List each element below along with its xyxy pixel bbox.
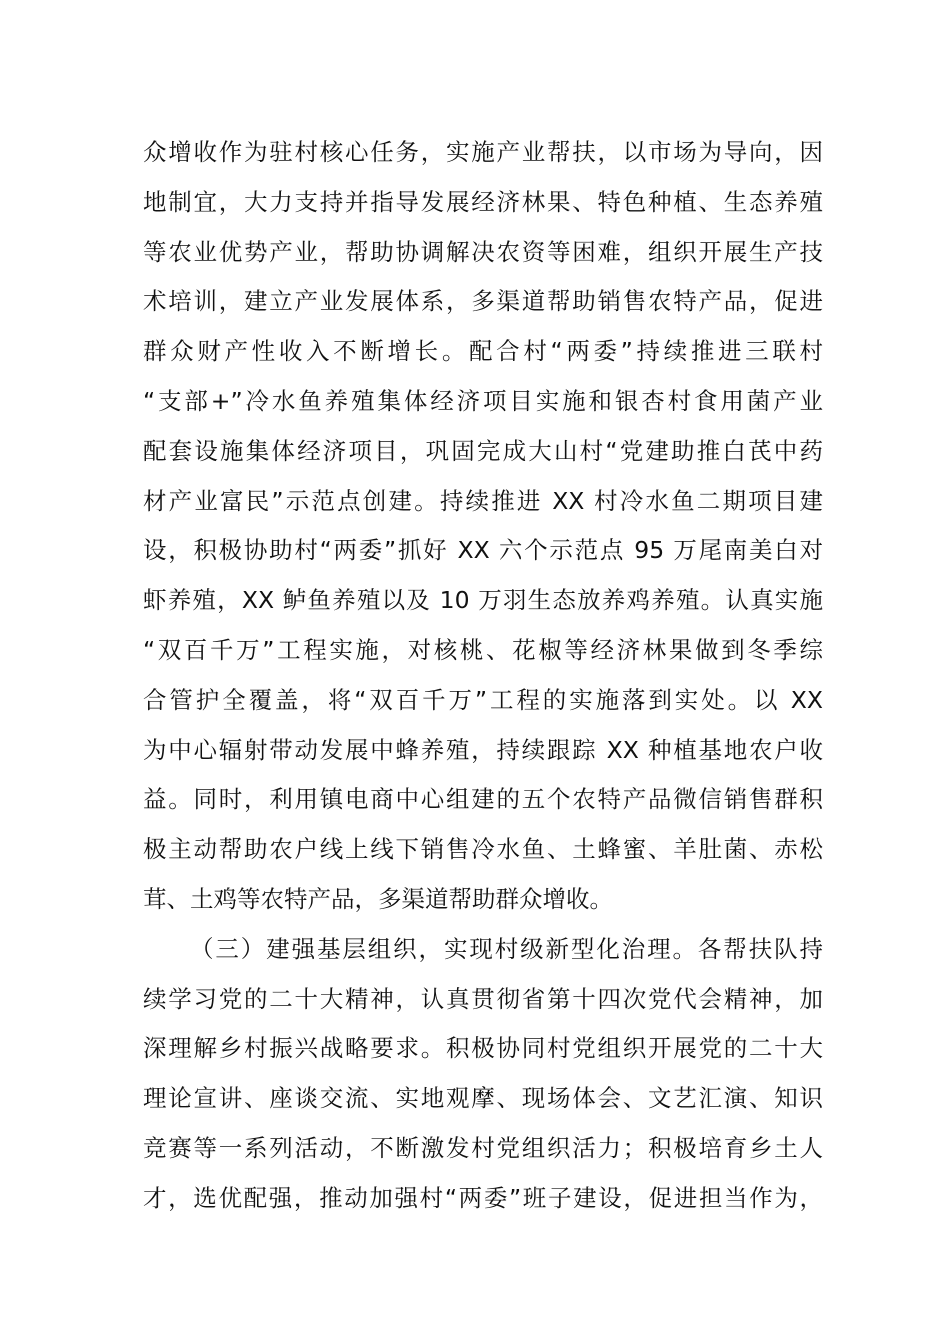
text-line: 术培训，建立产业发展体系，多渠道帮助销售农特产品，促进 <box>143 287 823 316</box>
text-line: 众增收作为驻村核心任务，实施产业帮扶，以市场为导向，因 <box>143 138 823 166</box>
text-line: 虾养殖，XX 鲈鱼养殖以及 10 万羽生态放养鸡养殖。认真实施 <box>143 586 823 615</box>
text-line: 理论宣讲、座谈交流、实地观摩、现场体会、文艺汇演、知识 <box>143 1084 823 1113</box>
body-text <box>143 128 823 1224</box>
text-line: 地制宜，大力支持并指导发展经济林果、特色种植、生态养殖 <box>143 187 823 216</box>
text-line: 等农业优势产业，帮助协调解决农资等困难，组织开展生产技 <box>143 237 823 266</box>
text-line: “支部+”冷水鱼养殖集体经济项目实施和银杏村食用菌产业 <box>143 386 823 415</box>
text-line: 竞赛等一系列活动，不断激发村党组织活力；积极培育乡土人 <box>143 1133 823 1162</box>
paragraph-section-three <box>143 925 823 1224</box>
text-line: 设，积极协助村“两委”抓好 XX 六个示范点 95 万尾南美白对 <box>143 536 823 565</box>
text-line: 群众财产性收入不断增长。配合村“两委”持续推进三联村 <box>143 337 823 366</box>
text-line: 益。同时，利用镇电商中心组建的五个农特产品微信销售群积 <box>143 785 823 814</box>
text-line: 茸、土鸡等农特产品，多渠道帮助群众增收。 <box>143 884 613 913</box>
text-line-indented: （三）建强基层组织，实现村级新型化治理。各帮扶队持 <box>190 934 823 963</box>
text-line: 极主动帮助农户线上线下销售冷水鱼、土蜂蜜、羊肚菌、赤松 <box>143 835 823 864</box>
text-line: 深理解乡村振兴战略要求。积极协同村党组织开展党的二十大 <box>143 1034 823 1063</box>
text-line: 配套设施集体经济项目，巩固完成大山村“党建助推白芪中药 <box>143 436 823 465</box>
text-line: 合管护全覆盖，将“双百千万”工程的实施落到实处。以 XX <box>143 685 823 714</box>
text-line: 材产业富民”示范点创建。持续推进 XX 村冷水鱼二期项目建 <box>143 486 823 515</box>
text-line: 续学习党的二十大精神，认真贯彻省第十四次党代会精神，加 <box>143 984 823 1013</box>
paragraph-continued <box>143 128 823 925</box>
text-line: 为中心辐射带动发展中蜂养殖，持续跟踪 XX 种植基地农户收 <box>143 735 823 764</box>
text-line: “双百千万”工程实施，对核桃、花椒等经济林果做到冬季综 <box>143 635 823 664</box>
text-line: 才，选优配强，推动加强村“两委”班子建设，促进担当作为， <box>143 1183 823 1212</box>
